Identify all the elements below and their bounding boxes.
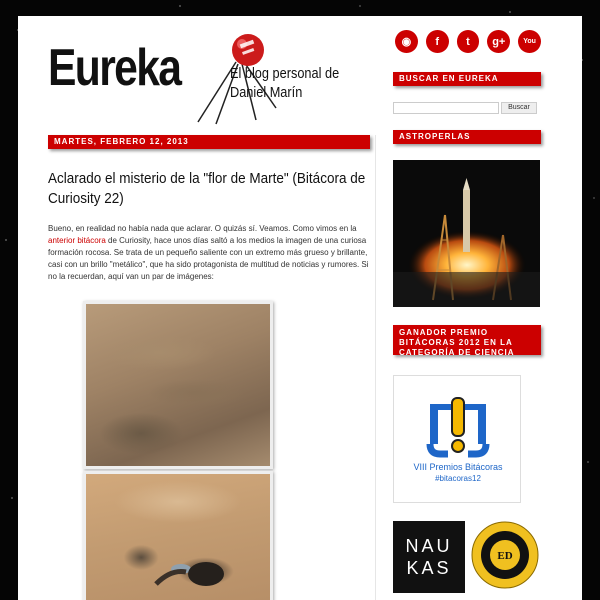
- blog-logo[interactable]: Eureka: [48, 39, 181, 97]
- mars-rock-photo-1[interactable]: [83, 301, 273, 469]
- award-heading: GANADOR PREMIO BITÁCORAS 2012 EN LA CATEGORÍA DE CIENCIA: [393, 325, 541, 355]
- search-form: [393, 102, 541, 114]
- bitacoras-logo-icon: [394, 376, 522, 504]
- rss-icon[interactable]: ◉: [395, 30, 418, 53]
- blog-header: [48, 30, 368, 125]
- search-input[interactable]: [393, 102, 499, 114]
- anterior-bitacora-link[interactable]: anterior bitácora: [48, 236, 106, 245]
- mars-rock-detail: [86, 474, 270, 600]
- post-body: [48, 223, 370, 283]
- seal-letters: ED: [497, 550, 513, 562]
- astroperlas-heading: ASTROPERLAS: [393, 130, 541, 144]
- page: [18, 16, 582, 600]
- excelencia-divulgacion-seal-icon[interactable]: [471, 521, 539, 589]
- search-button[interactable]: Buscar: [501, 102, 537, 114]
- sidebar: [393, 30, 541, 593]
- blog-tagline: [230, 64, 339, 102]
- naukas-line-2: KAS: [406, 558, 452, 578]
- rocket-launch-image: [393, 160, 540, 307]
- rocket-launch-photo[interactable]: [393, 160, 540, 307]
- post-title[interactable]: Aclarado el misterio de la "flor de Marte" (Bitácora de Curiosity 22): [48, 170, 366, 207]
- mars-rock-photo-2[interactable]: [83, 471, 273, 600]
- post-body-text-2: de Curiosity, hace unos días saltó a los medios la imagen de una curiosa formación rocosa. Se trata de un pequeño saliente con un extremo más grueso y brillante, casi con un brillo "metálico", que ha sido protagonista de multitud de noticias y rumores. Si no la recuerdan, aquí van un par de imágenes:: [48, 236, 369, 281]
- award-caption-title: VIII Premios Bitácoras: [413, 462, 503, 472]
- award-caption-hashtag: #bitacoras12: [435, 474, 481, 483]
- google-plus-icon[interactable]: g+: [487, 30, 510, 53]
- youtube-icon[interactable]: You: [518, 30, 541, 53]
- search-heading: BUSCAR EN EUREKA: [393, 72, 541, 86]
- main-column: [48, 135, 370, 283]
- column-divider: [375, 135, 376, 600]
- tagline-line-1: El blog personal de: [230, 65, 340, 82]
- facebook-icon[interactable]: f: [426, 30, 449, 53]
- naukas-logo[interactable]: [393, 521, 465, 593]
- twitter-icon[interactable]: t: [457, 30, 480, 53]
- social-icons: [395, 30, 541, 53]
- partner-logos: [393, 521, 541, 593]
- premios-bitacoras-badge[interactable]: [393, 375, 521, 503]
- naukas-line-1: NAU: [405, 536, 453, 556]
- tagline-line-2: Daniel Marín: [230, 84, 303, 101]
- post-date-bar: MARTES, FEBRERO 12, 2013: [48, 135, 370, 149]
- post-body-text-1: Bueno, en realidad no había nada que aclarar. O quizás sí. Veamos. Como vimos en la: [48, 224, 357, 233]
